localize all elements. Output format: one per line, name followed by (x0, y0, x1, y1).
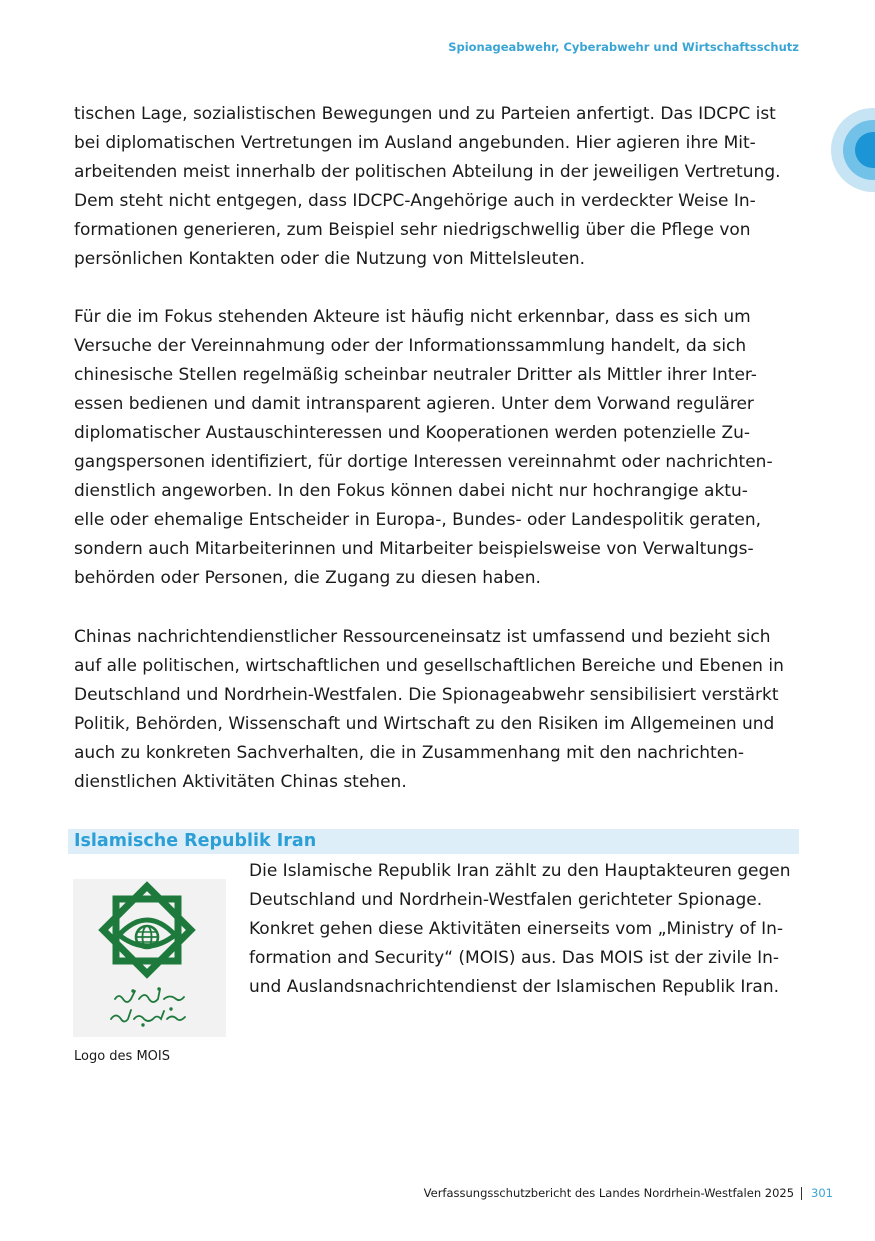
text-line: Chinas nachrichtendienstlicher Ressourceneinsatz ist umfassend und bezieht sich (74, 627, 771, 647)
text-line: Konkret gehen diese Aktivitäten einerseits vom „Ministry of In- (249, 919, 784, 939)
text-line: essen bedienen und damit intransparent agieren. Unter dem Vorwand regulärer (74, 394, 754, 414)
footer-title: Verfassungsschutzbericht des Landes Nordrhein-Westfalen 2025 (423, 1186, 795, 1200)
paragraph-ressourceneinsatz (74, 623, 784, 797)
text-line: sondern auch Mitarbeiterinnen und Mitarbeiter beispielsweise von Verwaltungs- (74, 539, 754, 559)
text-line: diplomatischer Austauschinteressen und Kooperationen werden potenzielle Zu- (74, 423, 751, 443)
text-line: formation and Security“ (MOIS) aus. Das MOIS ist der zivile In- (249, 948, 780, 968)
section-heading: Islamische Republik Iran (74, 831, 317, 851)
mois-logo (73, 879, 226, 1037)
text-line: Die Islamische Republik Iran zählt zu den Hauptakteuren gegen (249, 861, 791, 881)
page-number: 301 (811, 1186, 833, 1200)
text-line: Versuche der Vereinnahmung oder der Informationssammlung handelt, da sich (74, 336, 747, 356)
text-line: dienstlichen Aktivitäten Chinas stehen. (74, 772, 407, 792)
text-line: Dem steht nicht entgegen, dass IDCPC-Angehörige auch in verdeckter Weise In- (74, 191, 756, 211)
text-line: elle oder ehemalige Entscheider in Europa-, Bundes- oder Landespolitik geraten, (74, 510, 762, 530)
paragraph-vereinnahmung (74, 303, 773, 593)
text-line: auf alle politischen, wirtschaftlichen und gesellschaftlichen Bereiche und Ebenen in (74, 656, 784, 676)
footer-divider (801, 1187, 802, 1200)
text-line: Für die im Fokus stehenden Akteure ist häufig nicht erkennbar, dass es sich um (74, 307, 751, 327)
paragraph-idcpc (74, 100, 781, 274)
text-line: formationen generieren, zum Beispiel sehr niedrigschwellig über die Pflege von (74, 220, 751, 240)
text-line: gangspersonen identifiziert, für dortige Interessen vereinnahmt oder nachrichten- (74, 452, 773, 472)
text-line: dienstlich angeworben. In den Fokus können dabei nicht nur hochrangige aktu- (74, 481, 748, 501)
text-line: arbeitenden meist innerhalb der politischen Abteilung in der jeweiligen Vertretung. (74, 162, 781, 182)
text-line: behörden oder Personen, die Zugang zu diesen haben. (74, 568, 541, 588)
text-line: Deutschland und Nordrhein-Westfalen gerichteter Spionage. (249, 890, 763, 910)
text-line: Deutschland und Nordrhein-Westfalen. Die Spionageabwehr sensibilisiert verstärkt (74, 685, 779, 705)
text-line: Politik, Behörden, Wissenschaft und Wirtschaft zu den Risiken im Allgemeinen und (74, 714, 775, 734)
logo-caption: Logo des MOIS (74, 1049, 170, 1064)
text-line: chinesische Stellen regelmäßig scheinbar neutraler Dritter als Mittler ihrer Inter- (74, 365, 757, 385)
running-header: Spionageabwehr, Cyberabwehr und Wirtschaftsschutz (448, 40, 799, 54)
text-line: persönlichen Kontakten oder die Nutzung von Mittelsleuten. (74, 249, 586, 269)
section-heading-bar (68, 829, 799, 854)
page-footer (424, 1186, 833, 1200)
text-line: bei diplomatischen Vertretungen im Ausland angebunden. Hier agieren ihre Mit- (74, 133, 756, 153)
mois-emblem-icon (73, 879, 226, 1037)
chapter-tab-marker (831, 108, 875, 192)
paragraph-iran (249, 857, 791, 1002)
text-line: und Auslandsnachrichtendienst der Islamischen Republik Iran. (249, 977, 779, 997)
text-line: auch zu konkreten Sachverhalten, die in Zusammenhang mit den nachrichten- (74, 743, 745, 763)
text-line: tischen Lage, sozialistischen Bewegungen und zu Parteien anfertigt. Das IDCPC ist (74, 104, 776, 124)
